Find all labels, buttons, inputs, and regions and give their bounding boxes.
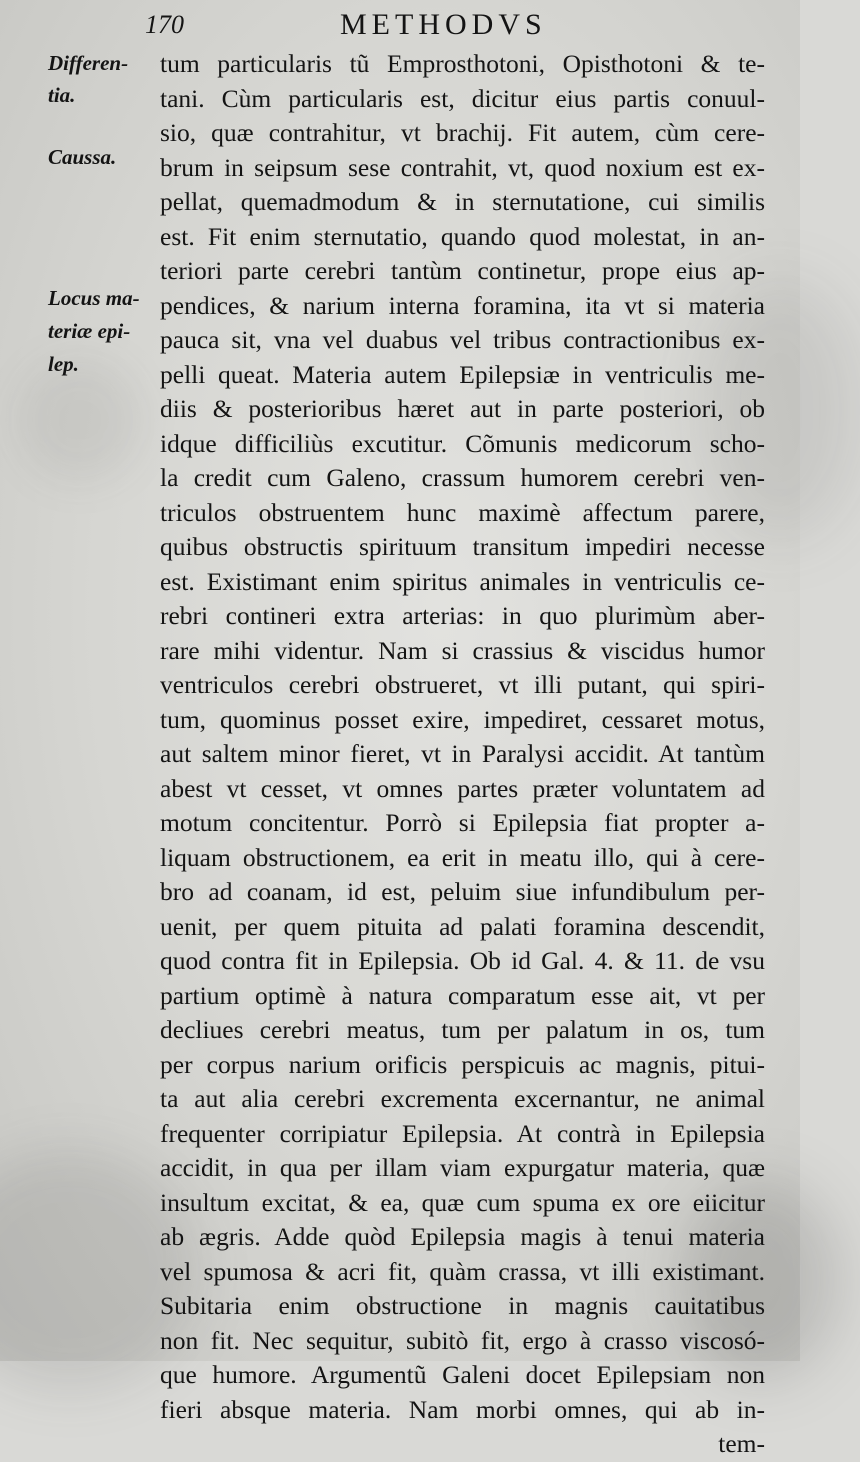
text-line: pauca sit, vna vel duabus vel tribus contractionibus ex- <box>160 325 765 354</box>
text-line: sio, quæ contrahitur, vt brachij. Fit autem, cùm cere- <box>160 118 765 147</box>
text-line: triculos obstruentem hunc maximè affectum parere, <box>160 497 765 527</box>
text-line: fieri absque materia. Nam morbi omnes, qui ab in- <box>160 1394 765 1424</box>
text-line: tum, quominus posset exire, impediret, cessaret motus, <box>160 704 765 734</box>
text-line: vel spumosa & acri fit, quàm crassa, vt illi existimant. <box>160 1256 765 1286</box>
margin-note-line: teriæ epi- <box>48 319 131 343</box>
text-line: insultum excitat, & ea, quæ cum spuma ex ore eiicitur <box>160 1187 765 1217</box>
text-line: la credit cum Galeno, crassum humorem cerebri ven- <box>160 463 765 492</box>
margin-note-line: Locus ma- <box>48 286 140 310</box>
text-line: non fit. Nec sequitur, subitò fit, ergo à crasso viscosó- <box>160 1325 765 1355</box>
text-line: tum particularis tũ Emprosthotoni, Opisthotoni & te- <box>160 49 765 78</box>
text-line: quibus obstructis spirituum transitum impediri necesse <box>160 532 765 561</box>
text-line: diis & posterioribus hæret aut in parte posteriori, ob <box>160 394 765 423</box>
text-line: abest vt cesset, vt omnes partes præter voluntatem ad <box>160 773 765 803</box>
text-line: tem- <box>718 1429 765 1458</box>
text-line: tani. Cùm particularis est, dicitur eius partis conuul- <box>160 83 765 113</box>
text-line: bro ad coanam, id est, peluim siue infundibulum per- <box>160 877 765 906</box>
running-title: METHODVS <box>340 8 547 41</box>
page-number: 170 <box>145 10 184 39</box>
text-line: uenit, per quem pituita ad palati foramina descendit, <box>160 911 765 941</box>
text-line: est. Existimant enim spiritus animales in ventriculis ce- <box>160 566 765 596</box>
margin-note-line: Caussa. <box>48 145 117 169</box>
text-line: pellat, quemadmodum & in sternutatione, cui similis <box>160 187 765 216</box>
text-line: est. Fit enim sternutatio, quando quod molestat, in an- <box>160 221 765 251</box>
text-line: quod contra fit in Epilepsia. Ob id Gal. 4. & 11. de vsu <box>160 946 765 975</box>
body-text <box>160 47 765 1462</box>
margin-note-line: Differen- <box>48 51 129 75</box>
text-line: frequenter corripiatur Epilepsia. At contrà in Epilepsia <box>160 1118 765 1148</box>
page-header <box>145 6 765 46</box>
text-line: pendices, & narium interna foramina, ita vt si materia <box>160 290 765 320</box>
text-line: partium optimè à natura comparatum esse ait, vt per <box>160 980 765 1010</box>
text-line: decliues cerebri meatus, tum per palatum in os, tum <box>160 1015 765 1044</box>
text-line: brum in seipsum sese contrahit, vt, quod noxium est ex- <box>160 152 765 182</box>
text-line: rare mihi videntur. Nam si crassius & viscidus humor <box>160 635 765 665</box>
text-line: per corpus narium orificis perspicuis ac magnis, pitui- <box>160 1049 765 1079</box>
text-line: ventriculos cerebri obstrueret, vt illi putant, qui spiri- <box>160 670 765 699</box>
margin-note-line: tia. <box>48 83 76 107</box>
text-line: ab ægris. Adde quòd Epilepsia magis à tenui materia <box>160 1222 765 1251</box>
margin-note-line: lep. <box>48 352 79 376</box>
text-line: teriori parte cerebri tantùm continetur, prope eius ap- <box>160 256 765 285</box>
text-line: aut saltem minor fieret, vt in Paralysi accidit. At tantùm <box>160 739 765 768</box>
text-line: pelli queat. Materia autem Epilepsiæ in ventriculis me- <box>160 359 765 389</box>
text-line: ta aut alia cerebri excrementa excernantur, ne animal <box>160 1084 765 1113</box>
text-line: motum concitentur. Porrò si Epilepsia fiat propter a- <box>160 808 765 837</box>
text-line: liquam obstructionem, ea erit in meatu illo, qui à cere- <box>160 842 765 872</box>
text-line: que humore. Argumentũ Galeni docet Epilepsiam non <box>160 1360 765 1389</box>
text-line: rebri contineri extra arterias: in quo plurimùm aber- <box>160 601 765 630</box>
text-line: idque difficiliùs excutitur. Cõmunis medicorum scho- <box>160 428 765 458</box>
paper-stain <box>20 360 140 480</box>
text-line: accidit, in qua per illam viam expurgatur materia, quæ <box>160 1153 765 1182</box>
text-line: Subitaria enim obstructione in magnis cauitatibus <box>160 1291 765 1320</box>
